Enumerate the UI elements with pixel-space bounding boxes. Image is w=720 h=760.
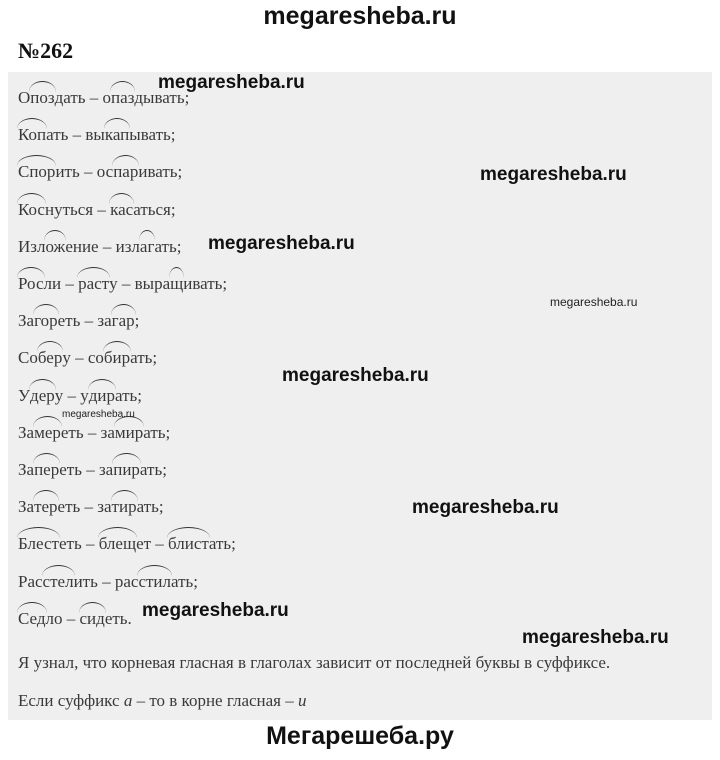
word-root: пер	[34, 460, 60, 479]
conclusion-prefix: Если суффикс	[18, 691, 124, 710]
word-part: дывать;	[134, 88, 190, 107]
word-part: у – выра	[109, 274, 171, 293]
word-part: ить – ос	[55, 162, 114, 182]
root-vowel-i: и	[298, 691, 307, 710]
word-root: Блест	[18, 534, 59, 554]
site-footer: Мегарешеба.ру	[266, 722, 454, 750]
word-part: ло –	[45, 608, 80, 628]
word-root: Спор	[18, 162, 56, 182]
word-root: дир	[88, 385, 115, 405]
word-part: Рас	[18, 571, 43, 591]
word-root: Кос	[18, 199, 45, 219]
word-root: блещ	[98, 534, 137, 554]
word-root: Сед	[18, 608, 46, 628]
word-pair-line	[18, 386, 142, 406]
word-part: ли –	[43, 274, 79, 293]
word-pair-line	[18, 125, 176, 145]
word-part: еть.	[104, 608, 132, 628]
watermark-small: megaresheba.ru	[550, 295, 638, 309]
word-pair-line	[18, 572, 198, 592]
watermark: megaresheba.ru	[208, 233, 355, 254]
word-pair-line	[18, 274, 227, 294]
word-pair-line	[18, 162, 182, 182]
word-part: у – у	[54, 385, 89, 405]
word-part: еть – за	[60, 422, 115, 442]
word-root: аг	[139, 236, 155, 256]
word-part: еть – за	[57, 311, 112, 331]
word-root: Коп	[18, 125, 47, 145]
conclusion-line-2	[18, 691, 307, 711]
word-part: ать;	[136, 497, 164, 517]
word-part: ывать;	[129, 125, 176, 145]
word-part: ать;	[143, 422, 171, 442]
word-part: ать;	[171, 571, 199, 591]
word-pair-line	[18, 200, 176, 220]
word-root: гар	[111, 311, 135, 331]
conclusion-middle: – то в корне гласная –	[132, 691, 298, 710]
word-root: Рос	[18, 274, 44, 293]
word-part: О	[18, 88, 31, 107]
word-root: блист	[168, 534, 209, 554]
word-pair-line	[18, 423, 170, 443]
word-pair-line	[18, 237, 181, 257]
word-part: еть –	[58, 534, 99, 554]
watermark: megaresheba.ru	[142, 600, 289, 621]
word-root: раст	[78, 274, 110, 293]
watermark: megaresheba.ru	[412, 497, 559, 518]
word-part: у – со	[62, 348, 104, 368]
word-pair-line	[18, 609, 132, 629]
word-part: дать – о	[54, 88, 112, 107]
word-part: ать;	[154, 236, 182, 256]
word-root: тир	[111, 497, 137, 517]
watermark-small: megaresheba.ru	[62, 409, 135, 420]
word-part: За	[18, 311, 35, 331]
word-root: кап	[104, 125, 130, 145]
word-part: ить – рас	[73, 571, 139, 591]
word-root: кас	[110, 199, 134, 219]
word-root: дер	[30, 385, 55, 405]
word-part: еть – за	[59, 460, 114, 479]
word-root: бер	[37, 348, 63, 368]
watermark: megaresheba.ru	[282, 365, 429, 386]
word-root: гор	[34, 311, 58, 331]
word-part: Изл	[18, 236, 46, 256]
word-part: ивать;	[183, 274, 228, 293]
word-pair-line	[18, 460, 167, 480]
word-pair-line	[18, 497, 164, 517]
word-part: ;	[134, 311, 140, 331]
watermark: megaresheba.ru	[522, 627, 669, 648]
word-part: У	[18, 385, 31, 405]
word-part: ение – изл	[65, 236, 140, 256]
word-part: нуться –	[44, 199, 111, 219]
word-pair-line	[18, 534, 236, 554]
word-part: ать;	[139, 460, 167, 479]
task-number: №262	[18, 38, 74, 63]
word-root: мир	[114, 422, 144, 442]
word-part: За	[18, 422, 35, 442]
word-part: ать;	[130, 348, 158, 368]
word-root: бир	[103, 348, 131, 368]
word-root: стел	[42, 571, 74, 591]
word-part: За	[18, 460, 35, 479]
word-pair-line	[18, 311, 139, 331]
watermark: megaresheba.ru	[480, 164, 627, 185]
site-header: megaresheba.ru	[263, 2, 457, 30]
word-root: поз	[30, 88, 55, 107]
watermark: megaresheba.ru	[158, 72, 305, 93]
conclusion-line-1: Я узнал, что корневая гласная в глаголах зависит от последней буквы в суффиксе.	[18, 653, 611, 672]
word-root: стил	[138, 571, 171, 591]
word-root: сид	[79, 608, 105, 628]
word-part: еть – за	[57, 497, 112, 517]
word-root: пар	[113, 162, 139, 182]
word-part: ать;	[208, 534, 236, 554]
word-root: ож	[45, 236, 66, 256]
word-part: ать – вы	[46, 125, 105, 145]
word-part: ивать;	[138, 162, 183, 182]
word-root: паз	[111, 88, 135, 107]
word-root: тер	[34, 497, 58, 517]
word-part: ет –	[136, 534, 169, 554]
word-part: Со	[18, 348, 38, 368]
word-root: щ	[170, 274, 184, 293]
suffix-letter-a: а	[123, 691, 133, 710]
word-part: За	[18, 497, 35, 517]
word-root: мер	[34, 422, 61, 442]
word-part: ать;	[115, 385, 143, 405]
word-part: аться;	[133, 199, 176, 219]
word-pair-line	[18, 348, 157, 368]
word-root: пир	[113, 460, 140, 479]
